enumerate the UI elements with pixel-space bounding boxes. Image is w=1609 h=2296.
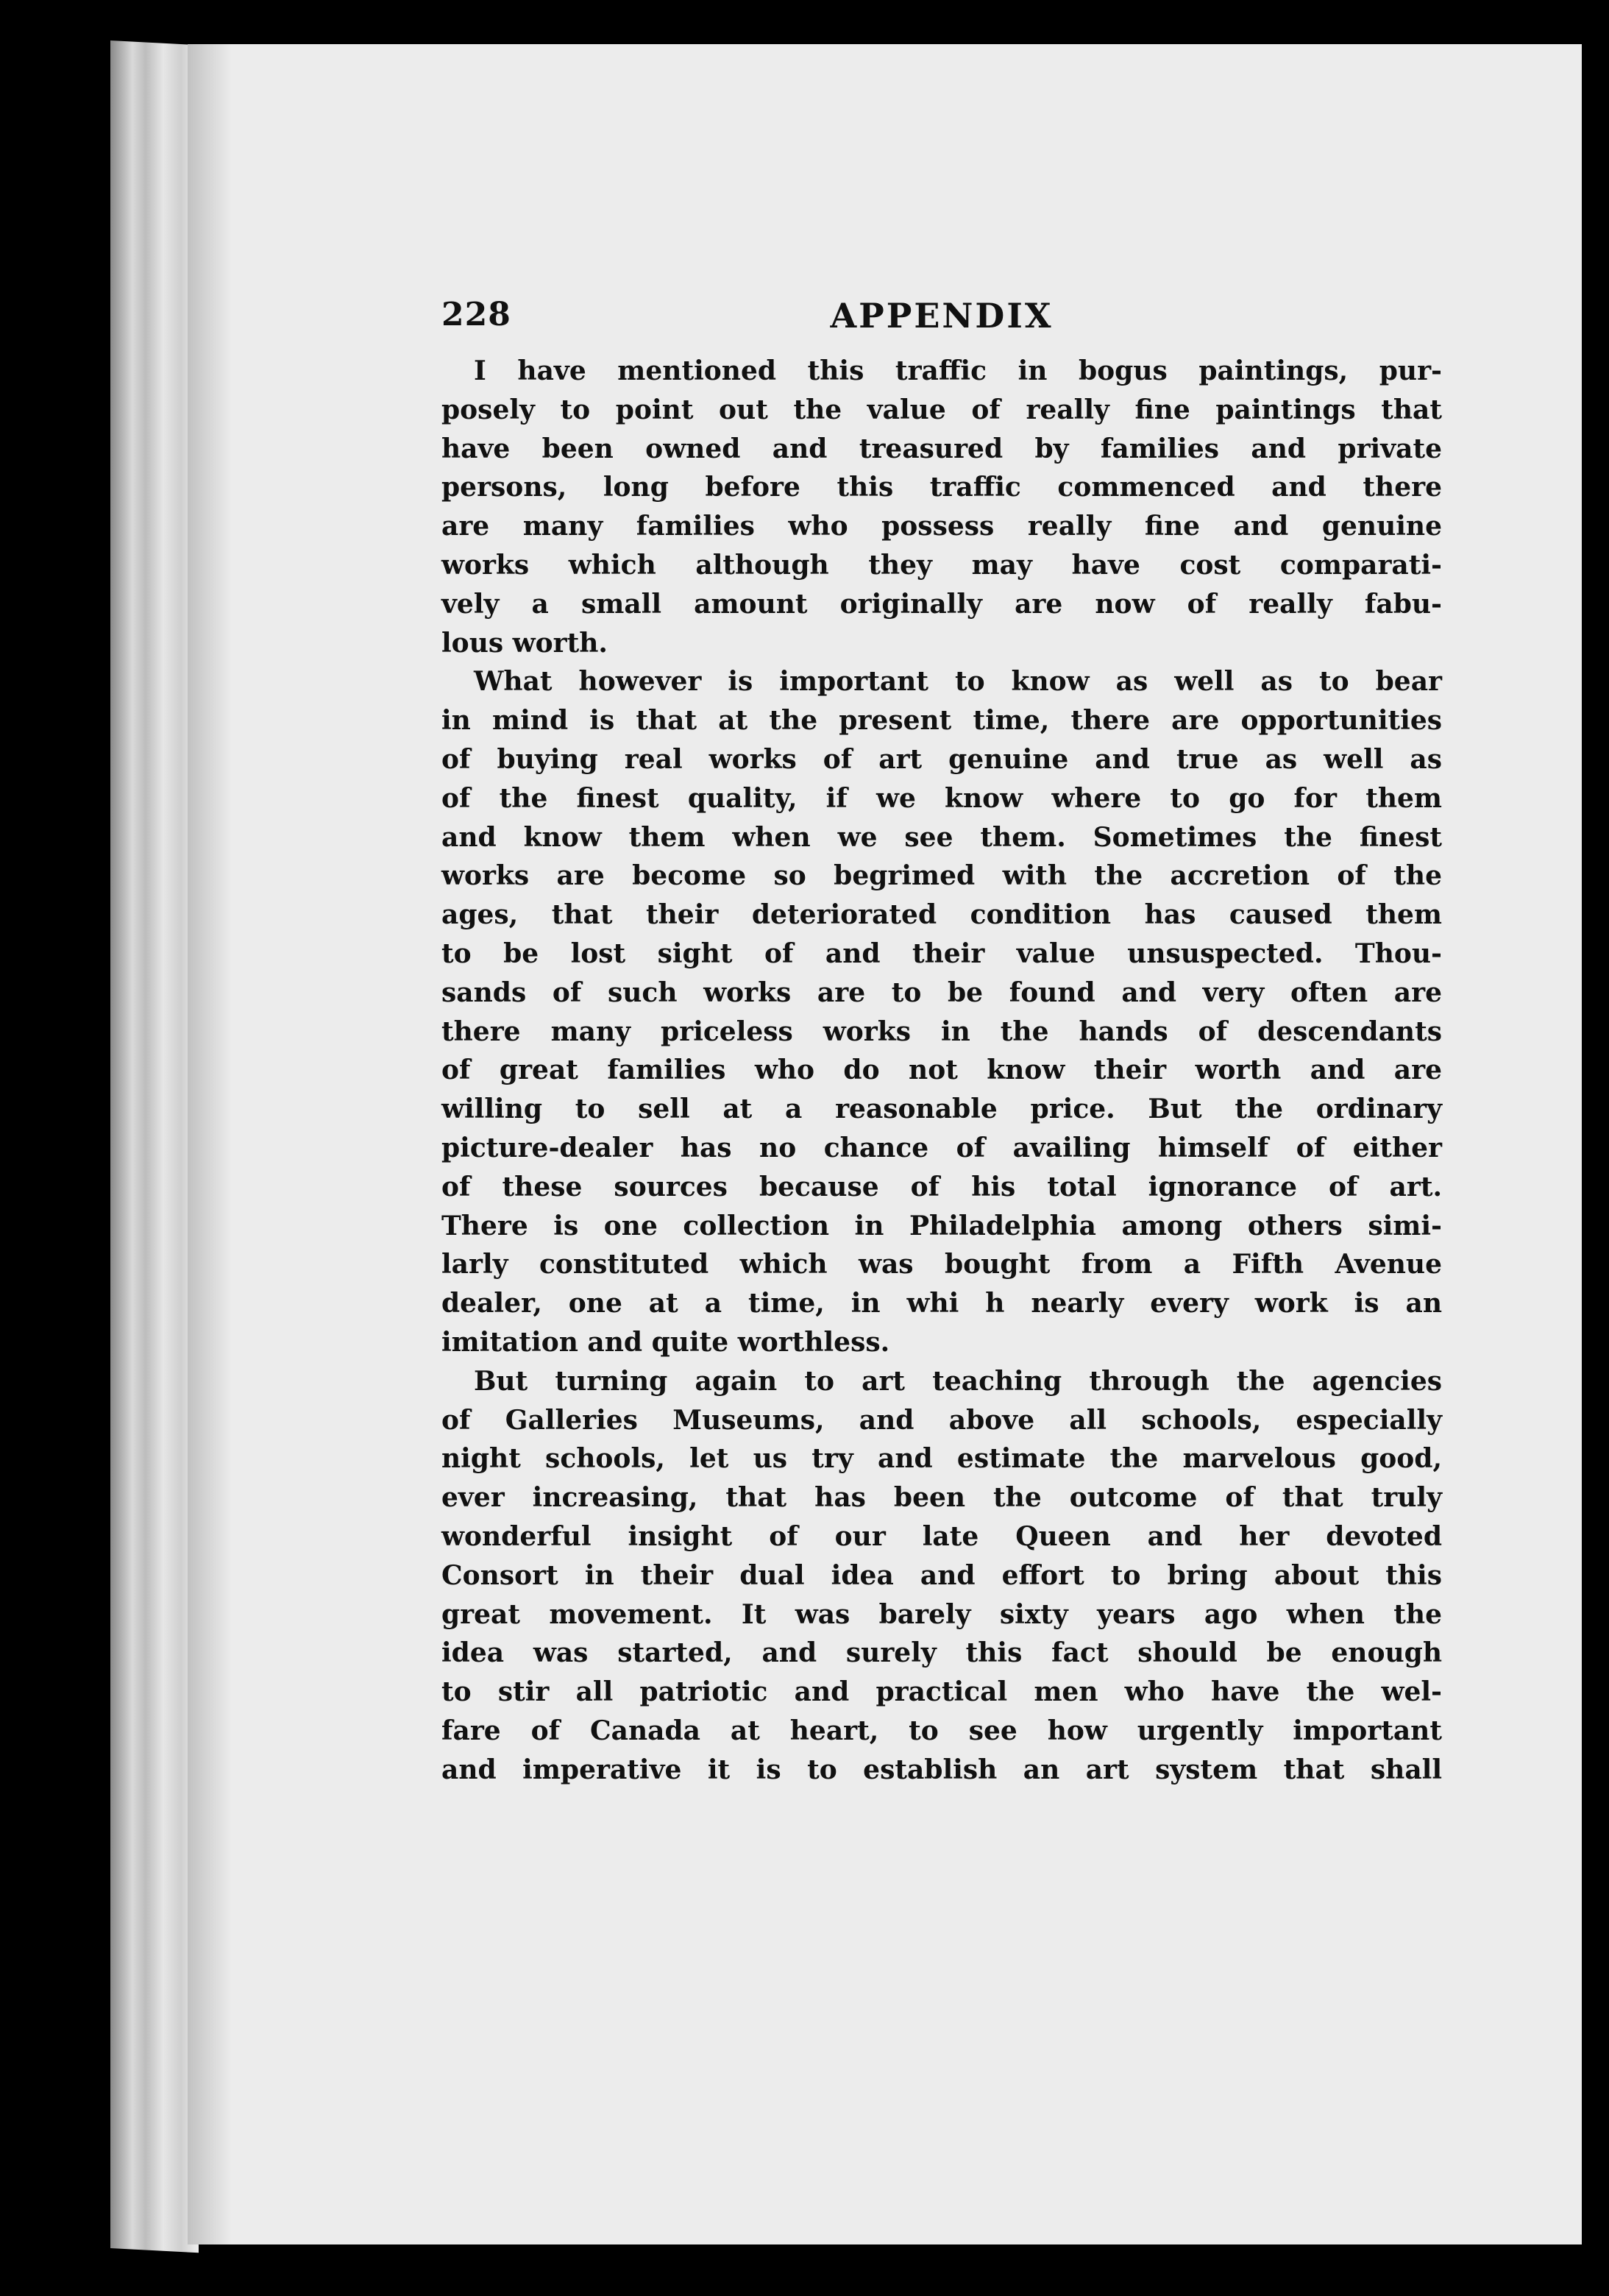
text-line: There is one collection in Philadelphia among others simi- [441, 1210, 1442, 1241]
text-line: fare of Canada at heart, to see how urgently important [441, 1715, 1442, 1746]
text-line: have been owned and treasured by families and private [441, 433, 1442, 464]
text-line: and imperative it is to establish an art system that shall [441, 1754, 1442, 1785]
text-line: works which although they may have cost comparati- [441, 549, 1442, 581]
text-line: wonderful insight of our late Queen and her devoted [441, 1520, 1442, 1552]
text-line: to stir all patriotic and practical men who have the wel- [441, 1676, 1442, 1708]
text-line: posely to point out the value of really fine paintings that [441, 394, 1442, 425]
text-line: and know them when we see them. Sometimes the finest [441, 821, 1442, 853]
text-line: night schools, let us try and estimate the marvelous good, [441, 1443, 1442, 1475]
text-line: But turning again to art teaching through the agencies [474, 1365, 1442, 1397]
text-line: sands of such works are to be found and very often are [441, 977, 1442, 1008]
body-text [441, 352, 1442, 1789]
book-page-edges [110, 40, 199, 2253]
text-line: of Galleries Museums, and above all schools, especially [441, 1404, 1442, 1436]
text-line: lous worth. [441, 627, 608, 659]
text-line: imitation and quite worthless. [441, 1326, 890, 1358]
page-header [441, 296, 1442, 355]
text-line: willing to sell at a reasonable price. But the ordinary [441, 1094, 1442, 1125]
gutter-shadow [188, 44, 232, 2244]
text-line: of buying real works of art genuine and true as well as [441, 743, 1442, 775]
text-line: persons, long before this traffic commenced and there [441, 472, 1442, 503]
text-line: larly constituted which was bought from a Fifth Avenue [441, 1249, 1442, 1280]
running-head: APPENDIX [830, 296, 1054, 336]
text-line: are many families who possess really fine and genuine [441, 511, 1442, 542]
text-line: ages, that their deteriorated condition has caused them [441, 899, 1442, 931]
text-line: of these sources because of his total ignorance of art. [441, 1171, 1442, 1202]
text-line: dealer, one at a time, in whi h nearly every work is an [441, 1288, 1442, 1319]
text-line: in mind is that at the present time, there are opportunities [441, 705, 1442, 737]
text-line: of great families who do not know their worth and are [441, 1055, 1442, 1086]
text-line: What however is important to know as well as to bear [474, 666, 1442, 698]
text-line: vely a small amount originally are now of really fabu- [441, 588, 1442, 620]
text-line: great movement. It was barely sixty years ago when the [441, 1598, 1442, 1630]
text-line: I have mentioned this traffic in bogus paintings, pur- [474, 355, 1442, 386]
text-line: ever increasing, that has been the outcome of that truly [441, 1482, 1442, 1514]
text-line: picture-dealer has no chance of availing himself of either [441, 1132, 1442, 1163]
text-line: works are become so begrimed with the accretion of the [441, 860, 1442, 892]
text-line: there many priceless works in the hands of descendants [441, 1016, 1442, 1047]
text-line: to be lost sight of and their value unsuspected. Thou- [441, 938, 1442, 969]
text-line: of the finest quality, if we know where to go for them [441, 782, 1442, 814]
page-number: 228 [441, 296, 511, 333]
text-line: Consort in their dual idea and effort to bring about this [441, 1559, 1442, 1591]
text-line: idea was started, and surely this fact should be enough [441, 1637, 1442, 1669]
